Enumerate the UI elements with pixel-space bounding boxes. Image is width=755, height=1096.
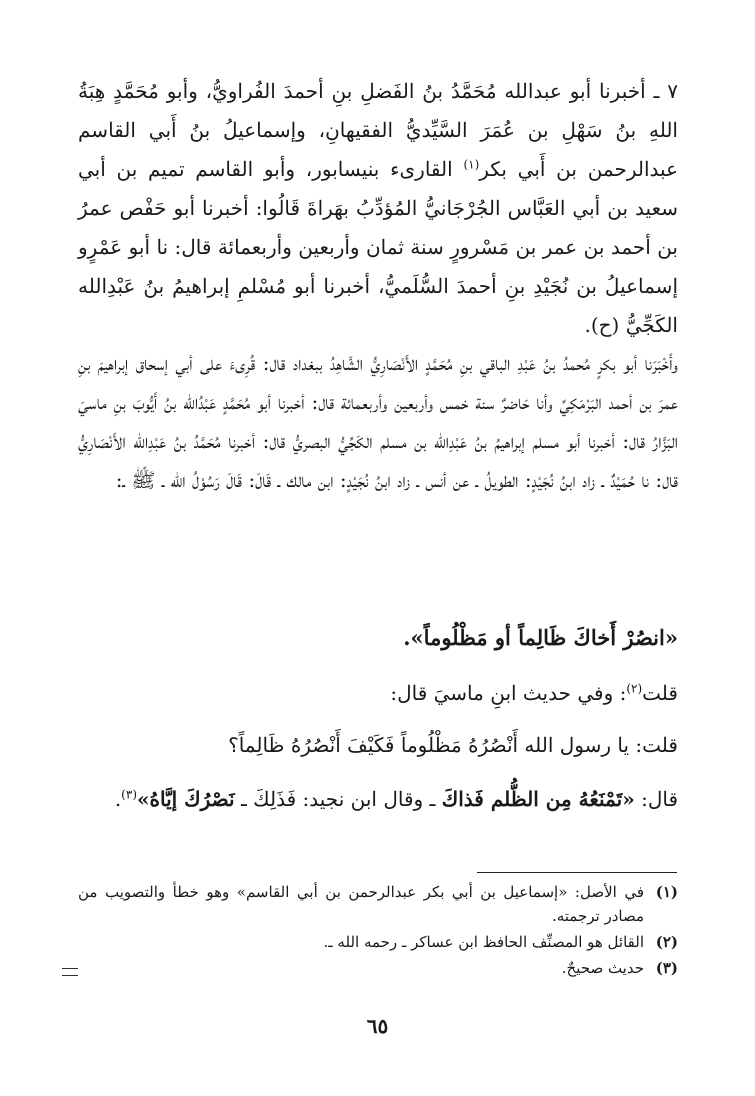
answer-variant: ـ وقال ابن نجيد: فَذَلِكَ ـ xyxy=(234,787,442,811)
answer-quote-part-1: «تَمْنَعُهُ مِن الظُّلم فَذاكَ xyxy=(441,787,635,811)
answer-label: قال: xyxy=(634,787,678,811)
footnote-text: في الأصل: «إسماعيل بن أبي بكر عبدالرحمن بن أبي القاسم» وهو خطأ والتصويب من مصادر ترجمته. xyxy=(78,883,644,925)
footnote-number: (٢) xyxy=(655,933,678,951)
footnotes xyxy=(78,880,678,982)
footnote-ref-3[interactable]: (٣) xyxy=(121,787,137,802)
paragraph-isnad-1 xyxy=(78,72,678,345)
footnote-1 xyxy=(78,880,678,928)
footnote-2 xyxy=(78,930,678,954)
paragraph-1-continued: القارىء بنيسابور، وأبو القاسم تميم بن أبي سعيد بن أبي العَبَّاس الجُرْجَانيُّ المُؤدِّبُ بهَراةَ قَالُوا: أخبرنا أبو حَفْص عمرُ بن أحمد بن عمر بن مَسْرورٍ سنة ثمان وأربعين وأربعمائة قال: نا أبو عَمْرٍو إسماعيلُ بن نُجَيْدِ بنِ أحمدَ السُّلَميُّ، أخبرنا أبو مُسْلمِ إبراهيمُ بنُ عَبْدِالله الكَجِّيُّ (ح). xyxy=(78,157,678,337)
answer-line xyxy=(78,780,678,819)
answer-end: . xyxy=(114,787,122,811)
footnote-ref-2[interactable]: (٢) xyxy=(626,681,643,696)
footnote-3 xyxy=(78,956,678,980)
footnote-number: (١) xyxy=(655,883,678,901)
footnote-ref-1[interactable]: (١) xyxy=(463,157,480,172)
hadith-text: «انصُرْ أَخاكَ ظَالِماً أو مَظْلُوماً». xyxy=(403,625,678,650)
footnote-number: (٣) xyxy=(655,959,678,977)
question-line-2: قلت: يا رسول الله أَنْصُرُهُ مَظْلُوماً فَكَيْفَ أَنْصُرُهُ ظَالِماً؟ xyxy=(228,733,678,757)
paragraph-isnad-2: وأَخْبَرَنا أبو بكرٍ مُحمدُ بنُ عَبْدِ الباقي بنِ مُحَمَّدٍ الأَنْصَارِيُّ الشَّاهِدُ ببغداد قال: قُرِىءَ على أبي إسحاق إبراهيمَ بنِ عمرَ بن أحمد البَرْمَكِيِّ وأنا حَاضرٌ سنة خمس وأربعين وأربعمائة قال: أخبرنا أبو مُحَمَّدٍ عَبْدُالله بنُ أَيُّوبَ بنِ ماسيَ البَزَّارُ قال: أخبرنا أبو مسلم إبراهيمُ بنُ عَبْدِالله بن مسلم الكَجِّيُّ البصريُّ قال: أخبرنا مُحَمَّدُ بنُ عَبْدِالله الأَنْصَارِيُّ قال: نا حُمَيْدٌ ـ زاد ابنُ نُجَيْدٍ: الطويلُ ـ عن أنس ـ زاد ابنُ نُجَيْدٍ: ابن مالك ـ قَالَ: قَالَ رَسُوْلُ الله ـ ﷺ ـ: xyxy=(78,351,678,492)
q1-text: : وفي حديث ابنِ ماسيَ قال: xyxy=(390,681,627,705)
footnote-divider xyxy=(477,872,677,873)
answer-quote-part-2: نَصْرُكَ إيَّاهُ» xyxy=(137,787,235,811)
question-line-1 xyxy=(390,674,678,713)
footnote-text: القائل هو المصنِّف الحافظ ابن عساكر ـ رحمه الله ـ. xyxy=(323,933,644,951)
paragraph-1-text: ٧ ـ أخبرنا أبو عبدالله مُحَمَّدُ بنُ الفَضلِ بنِ أحمدَ الفُراويُّ، وأبو مُحَمَّدٍ هِبَةُ اللهِ بنُ سَهْلِ بن عُمَرَ السَّيِّديُّ الفقيهانِ، وإسماعيلُ بنُ أَبي القاسم عبدالرحمن بن أَبي بكر xyxy=(78,79,679,181)
page-number: ٦٥ xyxy=(366,1014,389,1038)
margin-mark xyxy=(62,968,78,976)
q1-label: قلت xyxy=(642,681,678,705)
footnote-text: حديث صحيحٌ. xyxy=(561,959,644,977)
